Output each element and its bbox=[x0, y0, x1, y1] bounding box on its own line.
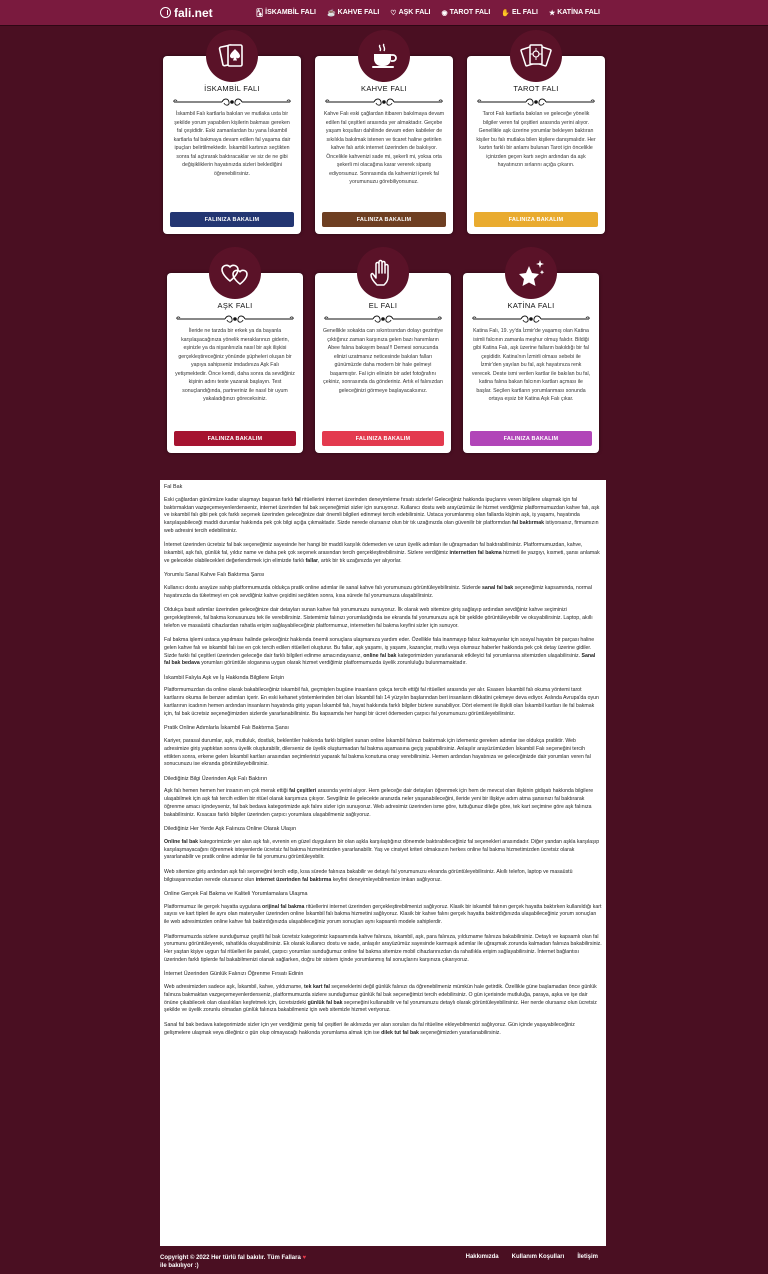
ornament-divider bbox=[324, 97, 444, 107]
section-heading: Pratik Online Adımlarla İskambil Falı Baktırma Şansı bbox=[164, 725, 289, 732]
playing-cards-icon bbox=[206, 30, 258, 82]
card-title: KAHVE FALI bbox=[361, 84, 407, 93]
faliniza-bakalim-button[interactable]: FALINIZA BAKALIM bbox=[170, 212, 294, 227]
fal-card-4 bbox=[315, 273, 451, 453]
nav-label: İSKAMBİL FALI bbox=[265, 9, 316, 16]
ornament-divider bbox=[172, 97, 292, 107]
eye-icon: ◉ bbox=[441, 9, 448, 17]
nav-item-5[interactable] bbox=[549, 9, 600, 17]
section-heading: Dilediğiniz Her Yerde Aşk Falınıza Online Olarak Ulaşın bbox=[164, 826, 297, 833]
footer-link-0[interactable]: Hakkımızda bbox=[465, 1254, 499, 1260]
paragraph: Web sitemize giriş ardından aşk falı seçeneğini tercih edip, kısa sürede falınıza bakabilir ve detaylı fal yorumunuzu ekranda görüntüleyebilirsiniz. Akıllı telefon, laptop ve masaüstü bilgisayarınızdan nerede olursanız olun internet üzerinden fal baktırma keyfini deneyimleyebilmenize imkan sağlıyoruz. bbox=[164, 868, 573, 883]
brand-name: fali.net bbox=[174, 5, 213, 20]
footer-links bbox=[466, 1254, 608, 1260]
card-description: Tarot Falı kartlarla bakılan ve geleceğe yönelik bilgiler veren fal çeşitleri arasında yerini alıyor. Genellikle aşk üzerine yorumlar bekleyen baktıran kişiler bu falı mutlaka bilen kişilere danışmalıdır. Her kartın farklı bir anlamı bulunan Tarot için öncelikle içinizden geçen kartı seçin ardından da aşk hayatınızın sırlarını açığa çıkarın. bbox=[476, 111, 596, 168]
card-description: İskambil Falı kartlarla bakılan ve mutlaka usta bir şekilde yorum yapabilen kişilerin bakması gereken fal çeşididir. Eski zamanlardan bu yana İskambil kartlarla fal bakmaya devam edilen fal yaşama dair ipuçları belirtilmektedir. İskambil kartınızı seçtikten sonra fal açtırarak baktıracaklar ve siz de ne gibi değişikliklerin hayatınızda sizleri beklediğini öğrenebilirsiniz. bbox=[173, 111, 291, 177]
ornament-divider bbox=[471, 314, 591, 324]
paragraph: Sanal fal bak bedava kategorimizde sizler için yer verdiğimiz geniş fal çeşitleri ile aklınızda yer alan soruları da fal ritüeline ekleyebilmenizi sağlıyoruz. Gün içinde yaşayabileceğiniz gelişmelere ulaşmak veya dileğiniz o gün olup olmayacağı hakkında yorumlama almak için ise dilek tut fal bak seçeneğimizden yararlanabilirsiniz. bbox=[164, 1021, 575, 1036]
footer-link-2[interactable]: İletişim bbox=[577, 1254, 598, 1260]
card-title: KATİNA FALI bbox=[507, 301, 555, 310]
card-description: Kahve Falı eski çağlardan itibaren bakılmaya devam edilen fal çeşitleri arasında yer almaktadır. Geçebe yaşam koşulları dahilinde devam eden kabileler de sıkılıkla bakılmak istenen ve ticaret haline getirilen kahve falı artık internet üzerinden de bakılıyor. Öncelikle kahvenizi sade mi, şekerli mi, yoksa orta şekerli mi olacağına karar vererek sipariş ediyorsunuz. Sonrasında da kahvenizi içerek fal yorumunuzu görebiliyorsunuz. bbox=[323, 111, 445, 185]
footer bbox=[160, 1248, 608, 1274]
copyright-text bbox=[160, 1254, 340, 1270]
paragraph: Kullanıcı dostu arayüze sahip platformumuzda oldukça pratik online adımlar ile sanal kahve falı yorumunuzu görüntüleyebilirsiniz. Sizlerde sanal fal bak seçeneğimiz kapsamında, normal hayatınızda da tüketmeyi en çok sevdiğiniz kahve çeşidini seçtikten sonra, kısa sürede fal yorumunuza ulaşabilirsiniz. bbox=[164, 584, 592, 599]
section-heading: İskambil Falıyla Aşk ve İş Hakkında Bilgilere Erişin bbox=[164, 674, 285, 681]
tarot-cards-icon bbox=[510, 30, 562, 82]
palm-hand-icon bbox=[357, 247, 409, 299]
section-heading: İnternet Üzerinden Günlük Falınızı Öğrenme Fırsatı Edinin bbox=[164, 971, 304, 978]
sparkle-star-icon bbox=[505, 247, 557, 299]
copyright-post: ile bakılıyor :) bbox=[160, 1263, 199, 1269]
paragraph: İnternet üzerinden ücretsiz fal bak seçeneğimiz sayesinde her hangi bir maddi karşılık ödemeden ve uzun üyelik adımları ile uğraşmadan fal baktırabilirsiniz. Platformumuzdan, kahve, iskambil, aşk falı, günlük fal, yıldız name ve daha pek çok seçenek arasından tercih gerçekleştirebilirsiniz. Sizlere verdiğimiz internetten fal bakma hizmeti ile yazgıyı, kısmeti, şansı anlamak ve gelecekte olabilecekleri değerlendirmek için elimizde farklı fallar, artık bir tık uzağınızda yer alıyorlar. bbox=[164, 542, 600, 564]
article-content bbox=[160, 480, 606, 1246]
paragraph: Web adresimizden sadece aşk, İskambil, kahve, yıldızname, tek kart fal seçeneklerini değil günlük falınızı da öğrenebilmeniz mümkün hale getirdik. Özellikle güne başlamadan önce günlük falınıza bakmaktan vazgeçemeyenlerdenseniz, platformumuzda sizlere sunduğumuz günlük fal bak seçeneğimizi tercih edebilirsiniz. O gün içerisinde mutluluğa, paraya, aşka ve işe dair önüne çıkabilecek olan olasılıkları keşfetmek için, ücretsizdeki günlük fal bak seçeneğini kullanabilir ve fal yorumunuzu detaylı olarak görüntüleyebilirsiniz. Her nerde olursanız olun ücretsiz şekilde ve üyelik zorunlu olmadan günlük falınıza bakabilmeniz için web sitemizle hizmet veriyoruz. bbox=[164, 984, 597, 1014]
section-heading: Yorumlu Sanal Kahve Falı Baktırma Şansı bbox=[164, 572, 265, 579]
nav-item-3[interactable] bbox=[441, 9, 490, 17]
main-nav bbox=[256, 9, 600, 17]
hand-icon: ✋ bbox=[501, 9, 510, 17]
paragraph: Kariyer, parasal durumlar, aşk, mutluluk, dostluk, beklentiler hakkında farklı bilgileri sunan online İskambil falınızı baktırmak için izlemeniz gereken adımlar ise oldukça pratiktir. Web adresimize giriş yaptıktan sonra üyelik oluşturabilir, dilerseniz de üyelik oluşturmadan fal bakma aşamasına geçiş yapabilirsiniz. Anlaşılır arayüzümüzden İskambil Falı seçeneğini tercih ettikten sonra, erkene gelen İskambil kartları arasından seçimlerinizi yaparak fal bakma konutuna onay verebilirsiniz. Hemen ardından hayatınıza ve geleceğinizde dair yorumları veren fal sonucunuzu ise ekranda görüntüleyebilirsiniz. bbox=[164, 737, 591, 768]
nav-label: KAHVE FALI bbox=[337, 9, 380, 16]
ornament-divider bbox=[476, 97, 596, 107]
logo-icon bbox=[160, 7, 171, 18]
card-title: EL FALI bbox=[368, 301, 398, 310]
fal-card-0 bbox=[163, 56, 301, 234]
card-title: TAROT FALI bbox=[513, 84, 559, 93]
section-heading: Online Gerçek Fal Bakma ve Kaliteli Yorumlamalara Ulaşma bbox=[164, 890, 308, 897]
faliniza-bakalim-button[interactable]: FALINIZA BAKALIM bbox=[474, 212, 598, 227]
paragraph: Platformumuz ile gerçek hayatta uygulana orijinal fal bakma ritüellerini internet üzerinden gerçekleştirebilmenizi sağlıyoruz. Klasik bir iskambil falının gerçek hayatta baktırken kullanıldığı kart sayısı ve kart tipleri ile aynı olan materyaller üzerinden online İskambil falı bakma hizmetini sağlıyoruz. Klasik bir kahve falını gerçek hayatta baktırdığınızda ulaşabileceğiniz yorum sonuçları ile web adresimizden online kahve falı baktırdığınızda ulaşabileceğiniz yorum sonuçları aynı kapsamlı modele sahiplerdir. bbox=[164, 903, 602, 926]
fal-card-1 bbox=[315, 56, 453, 234]
card-description: Genellikle sokakta can sıkıntısından dolayı gezintiye çıktığınız zaman karşınıza gelen bazı hanımların Abee falına bakayım beaa!!! Demesi sonucunda elinizi uzatmanız neticesinde bakılan falları günümüzde daha modern bir hale gelmeyi başarmıştır. Fal için elinizin bir adet fotoğrafını çekiniz, sonrasında da gönderiniz. Artık el falınızdan geleceğinizi görmeye başlayacaksınız. bbox=[323, 328, 443, 394]
coffee-icon: ☕ bbox=[326, 9, 336, 17]
paragraph: Online fal bak kategorimizde yer alan aşk falı, evrenin en güzel duyguların bir olan aşkla karşılaştığınız dönemde baktırabileceğiniz fal seçenekleri arasındadır. Diğer yandan aşkla karşılaşıp karşılaşmayacağını öğrenmek isteyenlerde ücretsiz fal bakma hizmetimizden yararlanabilir. Yaş ve cinsiyet kriteri olmaksızın herkes online fal bakma hizmetimizden ücretsiz olarak yararlanabilir ve pratik online adımlar ile fal yorumunu görüntüleyebilir. bbox=[164, 838, 600, 861]
faliniza-bakalim-button[interactable]: FALINIZA BAKALIM bbox=[174, 431, 296, 446]
fal-card-2 bbox=[467, 56, 605, 234]
star-icon: ★ bbox=[548, 9, 556, 17]
top-navbar bbox=[0, 0, 768, 26]
paragraph: Eski çağlardan günümüze kadar ulaşmayı başaran farklı fal ritüellerini internet üzerinden deneyimleme fırsatı sizlerle! Geleceğiniz hakkında ipuçlarını veren bilgilere ulaşmak için fal baktırmaktan vazgeçemeyenlerdenseniz, internet üzerinden fal bak seçeneğimizi sizler için sunuyoruz. Kullanıcı dostu web arayüzümüz ile hizmet verdiğimiz platformumuzdan kahve falı, aşk ve iskambil falı gibi pek çok farklı seçenek üzerinden geleceğinize dair önemli bilgileri edinmeyi tercih edebilirsiniz. Ustaca yorumlanmış olan fallarda kişinin aşk, iş yaşamı, hayatında karşılaşabileceği maddi durumlar hakkında pek çok bilgi açığa çıkmaktadır. Sizde nerede olursanız olun bir tık uzağınızda olan güvenilir bir platformdan fal baktırmak istiyorsanız, firmamızın web adresini tercih edebilirsiniz. bbox=[164, 496, 600, 534]
nav-label: AŞK FALI bbox=[398, 9, 431, 16]
nav-label: EL FALI bbox=[512, 9, 538, 16]
nav-item-4[interactable] bbox=[501, 9, 538, 17]
nav-item-2[interactable] bbox=[390, 9, 430, 17]
card-title: AŞK FALI bbox=[217, 301, 253, 310]
ornament-divider bbox=[175, 314, 295, 324]
heart-icon: ♡ bbox=[390, 9, 397, 17]
nav-item-0[interactable] bbox=[256, 9, 316, 17]
site-logo[interactable] bbox=[160, 6, 213, 20]
card-description: Katina Falı, 19. yy'da İzmir'de yaşamış olan Katina isimli falcının zamanla meşhur olmuş falıdır. Bildiği gibi Katina Falı, aşk üzerine falların bakıldığı bir fal çeşididir. Katina'nın İzmirli olması sebebi ile İzmir'den yayılan bu fal, aşk hayatınıza renk verecek. Deste ismi verilen kartlar ile bakılan bu fal, katina falına bakan falcının kartları açması ile başlar. Seçilen kartların yorumlanması sonunda ortaya eşsiz bir Katina Aşk Falı çıkar. bbox=[471, 328, 591, 402]
nav-item-1[interactable] bbox=[327, 9, 379, 17]
faliniza-bakalim-button[interactable]: FALINIZA BAKALIM bbox=[322, 212, 446, 227]
paragraph: Fal bakma işlemi ustaca yapılması halinde geleceğiniz hakkında önemli sonuçlara ulaşmanıza yardım eder. Özellikle fala inanmayıp falsız kalmayanlar için sosyal hayatın bir parçası haline gelen kahve falı ve iskambil falı ise en çok tercih edilen ritüelleri oluşturur. Bu fallar, aşk yaşamı, iş yaşamı, kazançlar, mutlu veya olumsuz haberler hakkında pek çok detay üzerine gidiler. Sizde farklı fal çeşitleri üzerinden geleceğe dair farklı bilgileri edinme amacındaysanız, online fal bak kategorimizden yararlanarak etkileyici fal yorumlarına sitemizden ulaşabilirsiniz. Sanal fal bak bedava yorumları görüntüle sloganına uygun olarak hizmet verdiğimiz platformumuzda üyelik zorunluluğu bulunmamaktadır. bbox=[164, 636, 596, 667]
faliniza-bakalim-button[interactable]: FALINIZA BAKALIM bbox=[470, 431, 592, 446]
article-title: Fal Bak bbox=[164, 484, 183, 490]
paragraph: Aşk falı hemen hemen her insanın en çok merak ettiği fal çeşitleri arasında yerini alıyor. Hem geleceğe dair detayları öğrenmek için hem de mevcut olan ilişkinin gidişatı hakkında bilgilere ulaşabilmek için aşk falı tercih edilen bir ritüel olarak karşımıza çıkıyor. Sevgiliniz ile gelecekte aranızda neler yaşanabileceğini, ileride yeni bir ilişkiye adım atma şansınızı fal baktırarak öğrenme amacı içindeyseniz, fal bak bedava kategorimizde aşk falını sizler için sunuyoruz. Web adresimiz üzerinden isme göre, tuttuğunuz dileğe göre, tek kart seçimine göre aşk falınıza bakabilirsiniz. Kısacası farklı bilgiler üzerinden çarpıcı yorumlara ulaşabilmeniz sağlıyoruz. bbox=[164, 788, 594, 818]
fal-card-5 bbox=[463, 273, 599, 453]
paragraph: Platformumuzdan da online olarak bakabileceğiniz iskambil falı, geçmişten bugüne insanların çokça tercih ettiği fal ritüelleri arasında yer alır. Esasen İskambil falı okuma yöntemi tarot kartlarını okuma ile benzer adımları içerir. En eski kehanet yöntemlerinden biri olan İskambil falı 14 yüzyılın başlarından beri insanların dikkatini çekmeye deva ediyor. Aslında Avrupa'da oyun kartlarının icadının hemen ardından insanların hayatında giriş yapan İskambil falı, hayat hakkında farklı bilgiler bizlere sunabiliyor. Dört element ile ilişkili olan İskambil kartları ile fal bakmak için, fal bak ücretsiz seçeneğimizden sizlerde yararlanabilirsiniz. Bu kapsamda her hangi bir ücret ödemeden çarpıcı fal yorumunuzu görüntüleyebilirsiniz. bbox=[164, 687, 599, 717]
coffee-cup-icon bbox=[358, 30, 410, 82]
faliniza-bakalim-button[interactable]: FALINIZA BAKALIM bbox=[322, 431, 444, 446]
card-description: İleride ne tarzda bir erkek ya da bayanla karşılaşacağınıza yönelik meraklarınızı giderin, eşinizle ya da nişanlınızla nasıl bir aşk ilişkisi gerçekleştireceğiniz yönünde şüpheleri oluşan bir yapıya sahipseniz imdadınıza Aşk Falı yetişmektedir. Önce kendi, daha sonra da sevdiğiniz kişinin adını teste yazarak başlayın. Test sonuçlandığında, partneriniz ile nasıl bir uyum yakaladığınızı göreceksiniz. bbox=[175, 328, 295, 402]
copyright-pre: Copyright © 2022 Her türlü fal bakılır. Tüm Fallara bbox=[160, 1255, 301, 1261]
paragraph: Platformumuzda sizlere sunduğumuz çeşitli fal bak ücretsiz kategorimiz kapsamında kahve falınıza, iskambil, aşk, para falınıza, yıldızname falınıza bakabilirsiniz. Detaylı ve kapsamlı olan fal yorumunu görüntüleyerek, rahatlıkla okuyabilirsiniz. Ek olarak kullanıcı dostu ve sade, anlaşılır arayüzümüz sayesinde karmaşık adımlar ile uğraşmak zorunda kalmadan falınıza bakabilirsiniz. Her yaştan kişiye uygun fal ritüelleri ile paralel, çarpıcı yorumları sunduğumuz online fal bakma sitemize mobil cihazlarınızdan da rahatlıkla erişim sağlayabilirsiniz. İnternet bağlantısı üzerinden farklı tiplerde fal bakabilmenizi olanak sağlarken, doğru bir sistem içinde yorumlanmış fal sonuçlarını karşınıza çıkarıyoruz. bbox=[164, 933, 602, 963]
footer-link-1[interactable]: Kullanım Koşulları bbox=[511, 1254, 565, 1260]
ornament-divider bbox=[323, 314, 443, 324]
nav-label: KATİNA FALI bbox=[557, 9, 600, 16]
fal-card-3 bbox=[167, 273, 303, 453]
heart-icon: ♥ bbox=[302, 1255, 307, 1261]
nav-label: TAROT FALI bbox=[449, 9, 491, 16]
two-hearts-icon bbox=[209, 247, 261, 299]
section-heading: Dilediğiniz Bilgi Üzerinden Aşk Falı Baktırın bbox=[164, 775, 268, 782]
card-title: İSKAMBİL FALI bbox=[204, 84, 260, 93]
cards-icon: 🂡 bbox=[255, 9, 264, 17]
paragraph: Oldukça basit adımlar üzerinden geleceğinize dair detayları sunan kahve falı yorumunuzu sunuyoruz. İlk olarak web sitemize giriş sağlayıp ardından sevdiğiniz kahve seçiminizi gerçekleştirerek, fal bakma konusunuzu tek ile verebilirsiniz. Sistemimiz falınızı yorumladığında ise ekranda fal yorumunuzu açık bir şekilde görüntüleyebilir ve okuyabilirsiniz. Laptop, akıllı telefon ve masaüstü cihazlardan rahatla erişim sağlayabileceğiniz platformumuz, internetten fal bakma keyfini sizler için sunuyor. bbox=[164, 607, 593, 629]
